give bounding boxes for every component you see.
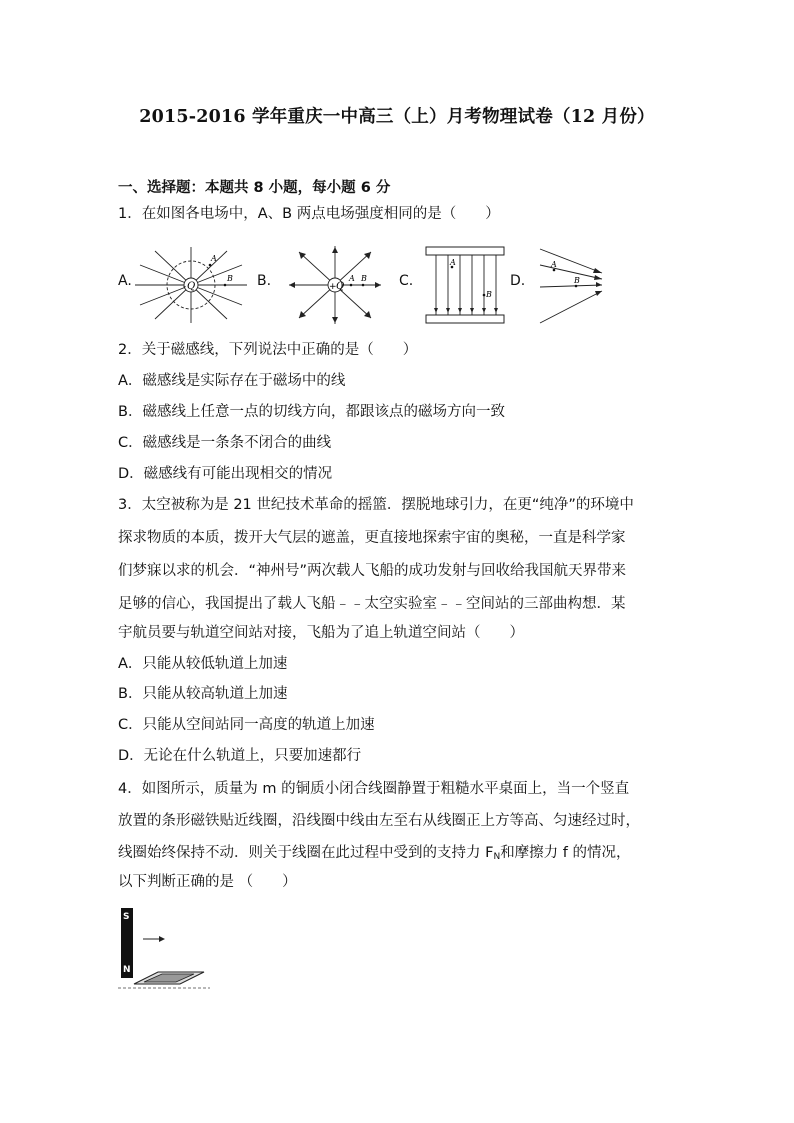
point-b-label-figb: B — [361, 274, 367, 283]
question-3-line-3: 们梦寐以求的机会．“神州号”两次载人飞船的成功发射与回收给我国航天界带来 — [118, 563, 627, 579]
question-4-line-3 — [118, 843, 631, 867]
magnet-pole-n: N — [123, 965, 131, 975]
q4-line-3-text: 线圈始终保持不动．则关于线圈在此过程中受到的支持力 F — [118, 845, 494, 861]
q3-option-d: D．无论在什么轨道上，只要加速都行 — [118, 748, 362, 764]
section-heading: 一、选择题：本题共 8 小题，每小题 6 分 — [118, 180, 391, 196]
point-b-label-figa: B — [227, 274, 233, 283]
q3-option-b: B．只能从较高轨道上加速 — [118, 686, 288, 702]
question-4-line-1: 4．如图所示，质量为 m 的铜质小闭合线圈静置于粗糙水平桌面上，当一个竖直 — [118, 781, 630, 797]
point-b-label-figd: B — [574, 276, 580, 285]
question-3-line-1: 3．太空被称为是 21 世纪技术革命的摇篮．摆脱地球引力，在更“纯净”的环境中 — [118, 497, 634, 513]
q2-option-b: B．磁感线上任意一点的切线方向，都跟该点的磁场方向一致 — [118, 404, 505, 420]
q1-figure-a — [135, 245, 247, 325]
question-2-stem: 2．关于磁感线，下列说法中正确的是（ ） — [118, 342, 418, 358]
question-1-stem: 1．在如图各电场中，A、B 两点电场强度相同的是（ ） — [118, 206, 500, 222]
q4-subscript-n: N — [493, 852, 501, 862]
q1-option-d-label: D. — [510, 273, 526, 289]
magnet-pole-s: S — [123, 912, 130, 922]
q2-option-c: C．磁感线是一条条不闭合的曲线 — [118, 435, 332, 451]
q1-option-b-label: B. — [257, 273, 272, 289]
q1-figure-b — [285, 244, 385, 326]
point-b-label-figc: B — [486, 290, 492, 299]
charge-sign-a: - — [183, 282, 187, 292]
question-4-line-4: 以下判断正确的是 （ ） — [118, 874, 297, 890]
point-a-label-figa: A — [211, 254, 217, 263]
charge-sign-b: + — [329, 282, 337, 292]
q1-figure-d — [536, 243, 606, 325]
q1-option-c-label: C. — [399, 273, 414, 289]
point-a-label-figc: A — [450, 258, 456, 267]
q2-option-a: A．磁感线是实际存在于磁场中的线 — [118, 373, 346, 389]
q3-option-c: C．只能从空间站同一高度的轨道上加速 — [118, 717, 375, 733]
q1-figure-c — [424, 245, 506, 325]
question-3-line-4: 足够的信心，我国提出了载人飞船﹣﹣太空实验室﹣﹣空间站的三部曲构想．某 — [118, 596, 626, 612]
charge-label-a: Q — [187, 281, 196, 292]
q1-option-a-label: A. — [118, 273, 132, 289]
question-3-line-5: 宇航员要与轨道空间站对接，飞船为了追上轨道空间站（ ） — [118, 625, 524, 641]
question-4-line-2: 放置的条形磁铁贴近线圈，沿线圈中线由左至右从线圈正上方等高、匀速经过时， — [118, 813, 640, 829]
page-title: 2015-2016 学年重庆一中高三（上）月考物理试卷（12 月份） — [139, 107, 655, 127]
question-3-line-2: 探求物质的本质，拨开大气层的遮盖，更直接地探索宇宙的奥秘，一直是科学家 — [118, 530, 626, 546]
q3-option-a: A．只能从较低轨道上加速 — [118, 656, 288, 672]
charge-label-b: Q — [336, 281, 345, 292]
q4-line-3-tail: 和摩擦力 f 的情况， — [500, 845, 631, 861]
q4-figure-magnet-coil — [118, 906, 213, 994]
q2-option-d: D．磁感线有可能出现相交的情况 — [118, 466, 333, 482]
point-a-label-figd: A — [551, 260, 557, 269]
point-a-label-figb: A — [349, 274, 355, 283]
